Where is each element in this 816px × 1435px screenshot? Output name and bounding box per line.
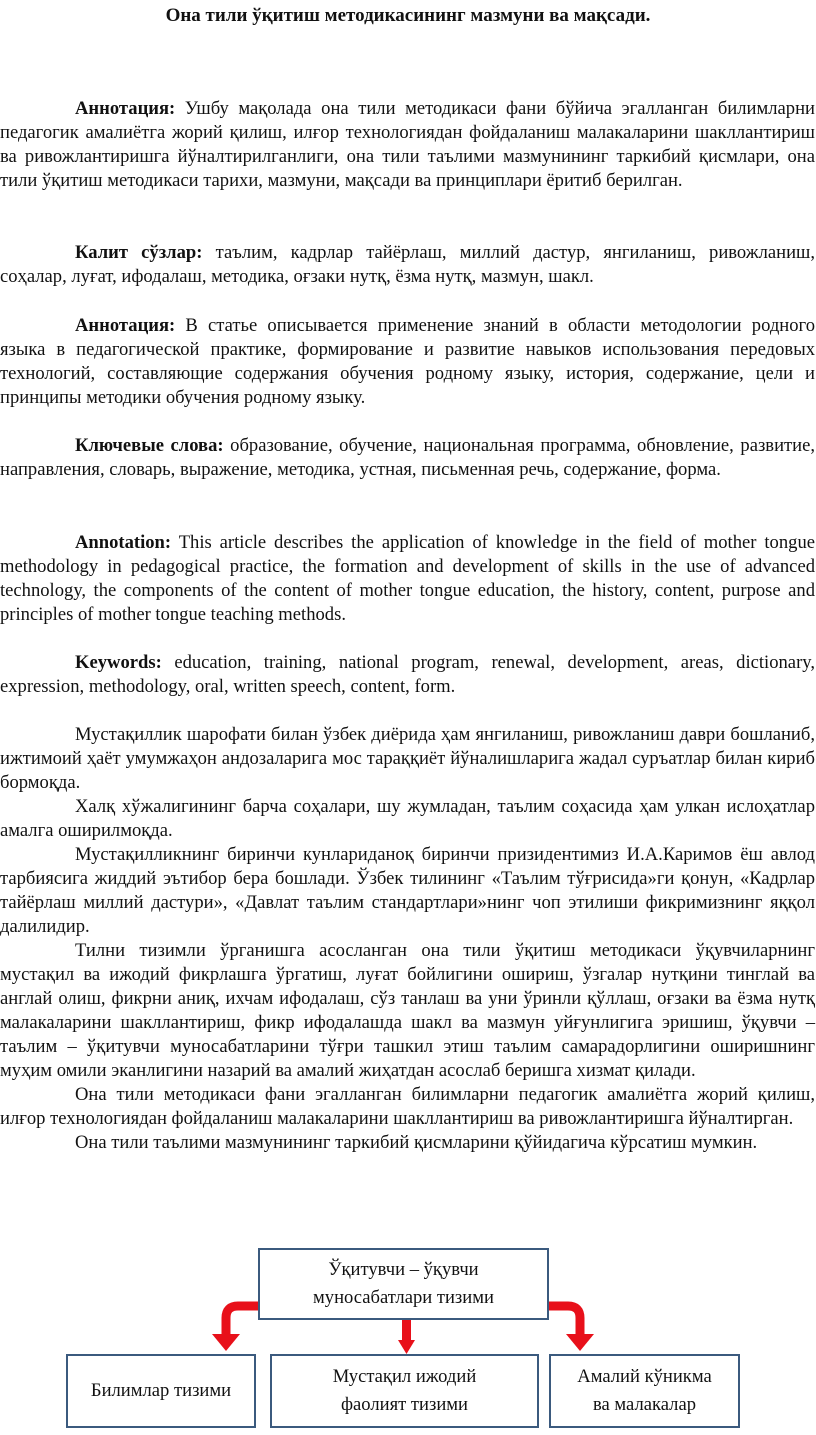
diagram-top-line2: муносабатлари тизими	[313, 1287, 494, 1308]
diagram-box-right	[549, 1354, 740, 1428]
keywords-uz-label: Калит сўзлар:	[75, 242, 203, 263]
body-paragraph-2: Халқ хўжалигининг барча соҳалари, шу жумладан, таълим соҳасида ҳам улкан ислоҳатлар амалга оширилмоқда.	[0, 796, 815, 841]
diagram-right-line1: Амалий кўникма	[577, 1366, 712, 1387]
keywords-en-label: Keywords:	[75, 652, 162, 673]
diagram-right-line2: ва малакалар	[592, 1394, 697, 1415]
abstract-ru-text: В статье описывается применение знаний в области методологии родного языка в педагогической практике, формирование и развитие навыков использования передовых технологий, составляющие содержания обучения родному языку, история, содержание, цели и принципы методики обучения родному языку.	[0, 315, 815, 408]
body-paragraph-1: Мустақиллик шарофати билан ўзбек диёрида ҳам янгиланиш, ривожланиш даври бошланиб, ижтимоий ҳаёт умумжаҳон андозаларига мос тараққиёт йўналишларига жадал суръатлар билан кириб бормоқда.	[0, 724, 815, 793]
arrow-to-left-box	[212, 1306, 258, 1351]
abstract-uz-label: Аннотация:	[75, 98, 176, 119]
diagram-box-top	[258, 1248, 549, 1320]
body-paragraph-6: Она тили таълими мазмунининг таркибий қисмларини қўйидагича кўрсатиш мумкин.	[75, 1132, 758, 1153]
diagram-left-label: Билимлар тизими	[90, 1380, 232, 1401]
diagram-box-middle	[270, 1354, 539, 1428]
body-paragraph-4: Тилни тизимли ўрганишга асосланган она тили ўқитиш методикаси ўқувчиларнинг мустақил ва ижодий фикрлашга ўргатиш, луғат бойлигини ошириш, ўзгалар нутқини тинглай ва англай олиш, фикрни аниқ, ихчам ифодалаш, сўз танлаш ва уни ўринли қўллаш, оғзаки ва ёзма нутқ малакаларини шакллантириш, фикр ифодалашда шакл ва мазмун уйғунлигига эришиш, ўқувчи – таълим – ўқитувчи муносабатларини тўғри ташкил этиш таълим самарадорлигини оширишнинг муҳим омили эканлигини назарий ва амалий жиҳатдан асослаб беришга хизмат қилади.	[0, 940, 815, 1081]
abstract-en-label: Annotation:	[75, 532, 172, 553]
arrow-to-middle-box	[398, 1319, 415, 1354]
keywords-uz-text: таълим, кадрлар тайёрлаш, миллий дастур, янгиланиш, ривожланиш, соҳалар, луғат, ифодалаш, методика, оғзаки нутқ, ёзма нутқ, мазмун, шакл.	[0, 242, 815, 287]
diagram-middle-line2: фаолият тизими	[341, 1394, 468, 1415]
keywords-en-text: education, training, national program, renewal, development, areas, dictionary, expression, methodology, oral, written speech, content, form.	[0, 652, 815, 697]
body-paragraph-3: Мустақилликнинг биринчи кунлариданоқ биринчи призидентимиз И.А.Каримов ёш авлод тарбиясига жиддий эътибор бера бошлади. Ўзбек тилининг «Таълим тўғрисида»ги қонун, «Кадрлар тайёрлаш миллий дастури», «Давлат таълим стандартлари»нинг чоп этилиши фикримизнинг яққол далилидир.	[0, 844, 815, 937]
diagram-middle-line1: Мустақил ижодий	[332, 1366, 477, 1387]
keywords-ru-text: образование, обучение, национальная программа, обновление, развитие, направления, словарь, выражение, методика, устная, письменная речь, содержание, форма.	[0, 435, 815, 480]
abstract-ru-label: Аннотация:	[75, 315, 176, 336]
abstract-uz-text: Ушбу мақолада она тили методикаси фани бўйича эгалланган билимларни педагогик амалиётга жорий қилиш, илғор технологиядан фойдаланиш малакаларини шакллантириш ва ривожлантиришга йўналтирилганлиги, она тили таълими мазмунининг таркибий қисмлари, она тили ўқитиш методикаси тарихи, мазмуни, мақсади ва принциплари ёритиб берилган.	[0, 98, 815, 191]
abstract-en-text: This article describes the application of knowledge in the field of mother tongue methodology in pedagogical practice, the formation and development of skills in the use of advanced technology, the components of the content of mother tongue education, the history, content, purpose and principles of mother tongue teaching methods.	[0, 532, 815, 625]
keywords-ru-label: Ключевые слова:	[75, 435, 224, 456]
arrow-to-right-box	[548, 1306, 594, 1351]
diagram-top-line1: Ўқитувчи – ўқувчи	[328, 1259, 479, 1280]
page-title: Она тили ўқитиш методикасининг мазмуни ва мақсади.	[165, 5, 651, 26]
body-paragraph-5: Она тили методикаси фани эгалланган билимларни педагогик амалиётга жорий қилиш, илғор технологиядан фойдаланиш малакаларини шакллантириш ва ривожлантиришга йўналтирган.	[0, 1084, 815, 1129]
diagram-box-left	[66, 1354, 256, 1428]
